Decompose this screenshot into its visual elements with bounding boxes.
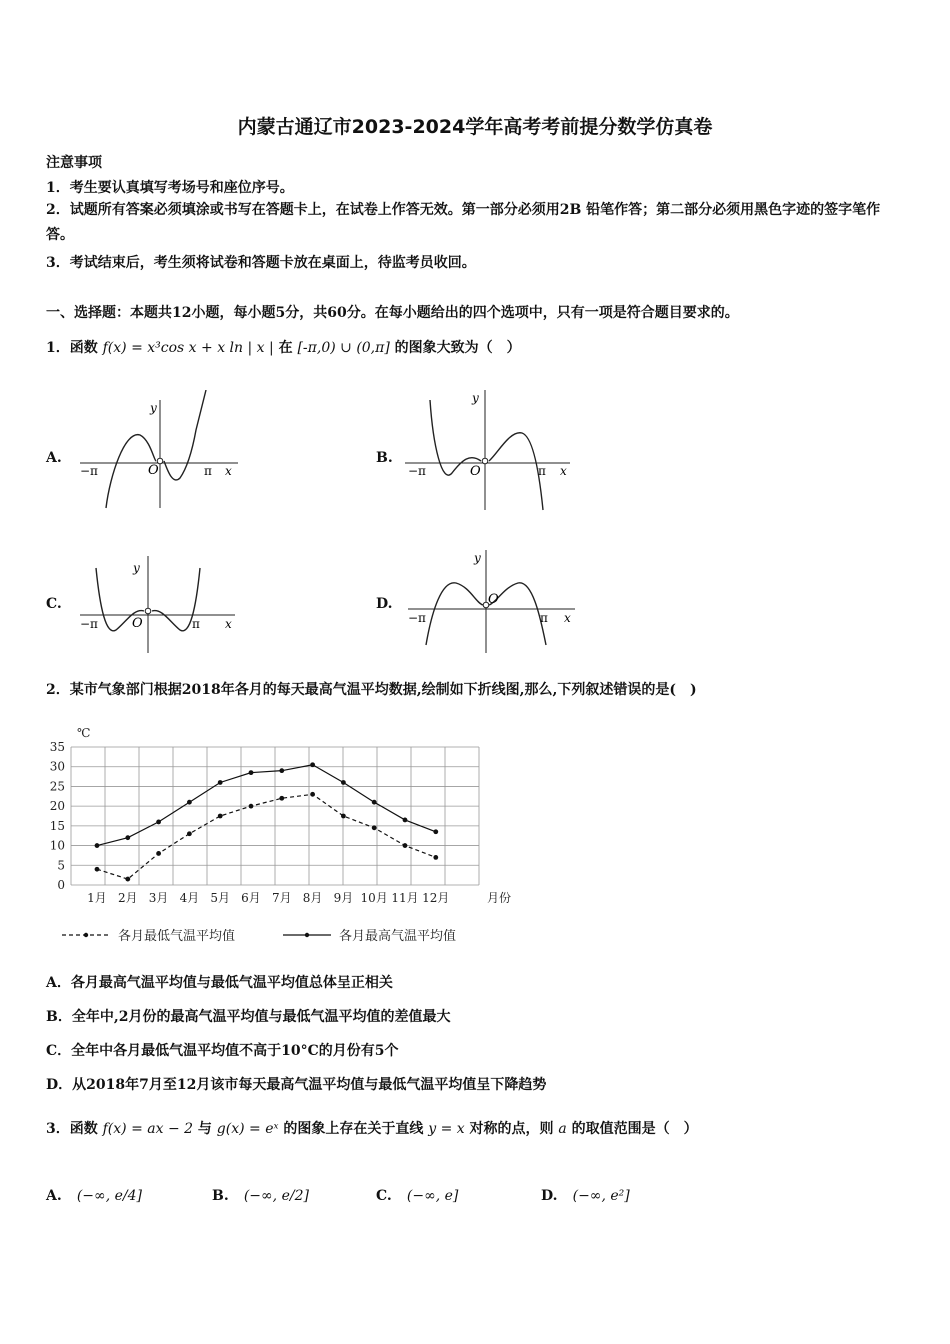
q2-option-a[interactable]: A．各月最高气温平均值与最低气温平均值总体呈正相关 <box>46 975 393 991</box>
q3-option-label: C. <box>376 1188 392 1204</box>
y-tick-label: 10 <box>49 838 65 853</box>
q1-suffix: 的图象大致为（ ） <box>394 340 521 356</box>
x-tick-label: 5月 <box>210 891 231 905</box>
data-point <box>95 867 100 872</box>
q1-option-b-label[interactable]: B. <box>376 450 393 466</box>
section-heading: 一、选择题：本题共12小题，每小题5分，共60分。在每小题给出的四个选项中，只有一项是符合题目要求的。 <box>46 305 739 321</box>
q3-and: 与 <box>197 1121 212 1137</box>
x-tick-label: 2月 <box>117 891 138 905</box>
y-tick-label: 35 <box>49 740 65 754</box>
data-point <box>403 843 408 848</box>
q3-f: f(x) = ax − 2 <box>102 1121 194 1137</box>
series-line-1 <box>97 794 436 879</box>
q3-mid: 的图象上存在关于直线 <box>283 1121 424 1137</box>
y-tick-label: 30 <box>49 759 65 774</box>
question-2-stem: 2．某市气象部门根据2018年各月的每天最高气温平均数据,绘制如下折线图,那么,下列叙述错误的是( ) <box>46 682 697 698</box>
data-point <box>95 843 100 848</box>
note-item: 3．考试结束后，考生须将试卷和答题卡放在桌面上，待监考员收回。 <box>46 255 476 271</box>
y-axis-label: y <box>133 561 140 575</box>
question-1-stem <box>46 337 521 357</box>
y-axis-label: y <box>472 391 479 405</box>
neg-pi-label: −π <box>408 464 426 478</box>
y-tick-label: 5 <box>57 858 65 873</box>
data-point <box>156 820 161 825</box>
q3-option-value: (−∞, e] <box>406 1188 459 1204</box>
data-point <box>372 800 377 805</box>
q1-function: f(x) = x³cos x + x ln | x | <box>102 340 274 356</box>
q3-mid2: 对称的点，则 <box>469 1121 554 1137</box>
origin-label: O <box>488 592 499 607</box>
x-tick-label: 7月 <box>271 891 292 905</box>
q3-option-value: (−∞, e/2] <box>243 1188 309 1204</box>
y-tick-label: 25 <box>49 779 65 794</box>
notes-heading: 注意事项 <box>46 155 102 171</box>
x-tick-label: 9月 <box>333 891 354 905</box>
q3-line: y = x <box>428 1121 465 1137</box>
x-tick-label: 10月 <box>360 891 388 905</box>
x-tick-label: 11月 <box>391 891 419 905</box>
legend-label: 各月最高气温平均值 <box>339 929 457 944</box>
q3-g: g(x) = eˣ <box>216 1121 279 1137</box>
data-point <box>125 835 130 840</box>
q3-option-c[interactable] <box>376 1185 458 1204</box>
data-point <box>341 814 346 819</box>
q3-option-label: B. <box>212 1188 229 1204</box>
data-point <box>187 800 192 805</box>
x-tick-label: 4月 <box>179 891 200 905</box>
q1-option-a-label[interactable]: A. <box>46 450 62 466</box>
data-point <box>218 814 223 819</box>
data-point <box>279 796 284 801</box>
q2-option-b[interactable]: B．全年中,2月份的最高气温平均值与最低气温平均值的差值最大 <box>46 1009 451 1025</box>
y-axis-label: y <box>474 551 481 565</box>
page-title: 内蒙古通辽市2023-2024学年高考考前提分数学仿真卷 <box>237 116 713 138</box>
q2-option-c[interactable]: C．全年中各月最低气温平均值不高于10°C的月份有5个 <box>46 1043 399 1059</box>
q3-option-value: (−∞, e/4] <box>76 1188 142 1204</box>
pi-label: π <box>192 617 200 631</box>
q1-option-c-label[interactable]: C. <box>46 596 62 612</box>
q1-graph-a <box>70 390 250 515</box>
origin-label: O <box>132 616 143 631</box>
x-axis-label: x <box>225 464 232 478</box>
x-axis-label: x <box>560 464 567 478</box>
legend-label: 各月最低气温平均值 <box>118 929 236 944</box>
data-point <box>187 831 192 836</box>
data-point <box>310 792 315 797</box>
x-axis-label: 月份 <box>487 891 512 905</box>
question-3-stem <box>46 1118 698 1138</box>
q3-option-b[interactable] <box>212 1185 309 1204</box>
neg-pi-label: −π <box>80 617 98 631</box>
data-point <box>125 877 130 882</box>
q3-option-label: D. <box>541 1188 558 1204</box>
origin-label: O <box>470 464 481 479</box>
q3-option-label: A. <box>46 1188 62 1204</box>
origin-label: O <box>148 463 159 478</box>
q3-option-value: (−∞, e²] <box>572 1188 630 1204</box>
data-point <box>249 770 254 775</box>
legend-marker <box>305 933 309 937</box>
pi-label: π <box>540 611 548 625</box>
y-axis-label: ℃ <box>77 726 91 740</box>
q3-prefix: 3．函数 <box>46 1121 98 1137</box>
q3-option-a[interactable] <box>46 1185 142 1204</box>
q1-graph-d <box>400 545 585 657</box>
neg-pi-label: −π <box>80 464 98 478</box>
q3-option-d[interactable] <box>541 1185 630 1204</box>
q1-graph-b <box>400 385 580 515</box>
q3-a: a <box>558 1121 567 1137</box>
temperature-line-chart <box>40 718 540 958</box>
pi-label: π <box>204 464 212 478</box>
data-point <box>433 855 438 860</box>
y-axis-label: y <box>150 401 157 415</box>
y-tick-label: 20 <box>49 799 65 814</box>
data-point <box>403 818 408 823</box>
data-point <box>156 851 161 856</box>
q1-option-d-label[interactable]: D. <box>376 596 393 612</box>
legend-marker <box>84 933 88 937</box>
neg-pi-label: −π <box>408 611 426 625</box>
y-tick-label: 15 <box>49 818 65 833</box>
q1-domain: [-π,0) ∪ (0,π] <box>297 340 390 356</box>
x-tick-label: 3月 <box>148 891 169 905</box>
data-point <box>218 780 223 785</box>
data-point <box>249 804 254 809</box>
x-tick-label: 6月 <box>241 891 261 905</box>
q1-prefix: 1．函数 <box>46 340 98 356</box>
data-point <box>279 768 284 773</box>
y-tick-label: 0 <box>57 878 65 892</box>
note-item: 2．试题所有答案必须填涂或书写在答题卡上，在试卷上作答无效。第一部分必须用2B 铅笔作答；第二部分必须用黑色字迹的签字笔作答。 <box>46 202 881 243</box>
q1-mid: 在 <box>278 340 293 356</box>
note-item: 1．考生要认真填写考场号和座位序号。 <box>46 180 294 196</box>
x-tick-label: 12月 <box>422 891 450 905</box>
data-point <box>341 780 346 785</box>
data-point <box>310 762 315 767</box>
data-point <box>372 825 377 830</box>
q2-option-d[interactable]: D．从2018年7月至12月该市每天最高气温平均值与最低气温平均值呈下降趋势 <box>46 1077 547 1093</box>
q1-graph-c <box>70 548 250 658</box>
x-axis-label: x <box>225 617 232 631</box>
x-axis-label: x <box>564 611 571 625</box>
x-tick-label: 8月 <box>302 891 323 905</box>
x-tick-label: 1月 <box>87 891 107 905</box>
q3-suffix: 的取值范围是（ ） <box>571 1121 698 1137</box>
data-point <box>433 829 438 834</box>
pi-label: π <box>538 464 546 478</box>
